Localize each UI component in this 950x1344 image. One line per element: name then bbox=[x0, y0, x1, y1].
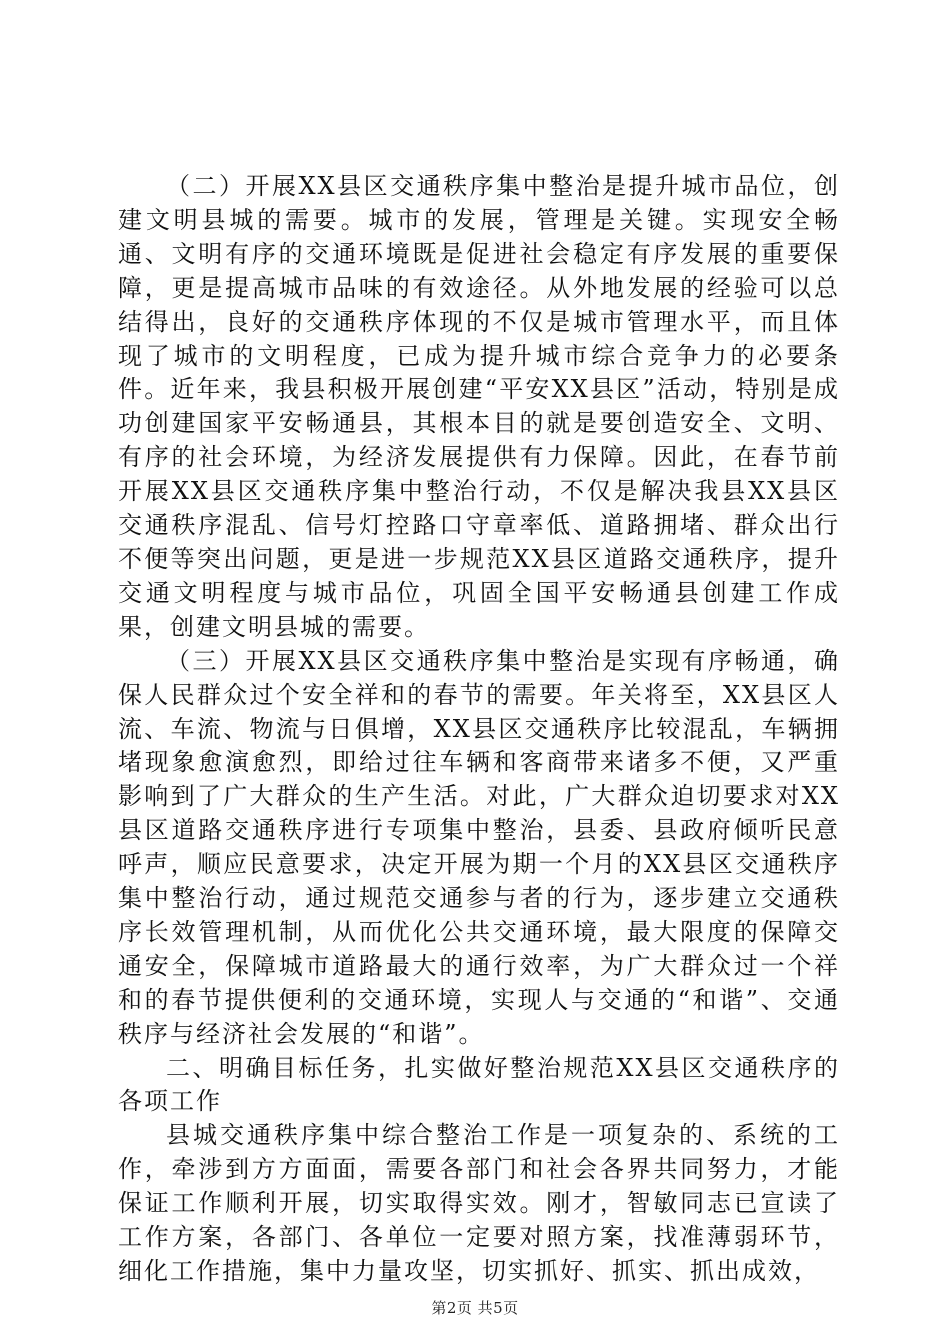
paragraph-section-2: （二）开展XX县区交通秩序集中整治是提升城市品位，创建文明县城的需要。城市的发展，管理是关键。实现安全畅通、文明有序的交通环境既是促进社会稳定有序发展的重要保障，更是提高城市品味的有效途径。从外地发展的经验可以总结得出，良好的交通秩序体现的不仅是城市管理水平，而且体现了城市的文明程度，已成为提升城市综合竞争力的必要条件。近年来，我县积极开展创建“平安XX县区”活动，特别是成功创建国家平安畅通县，其根本目的就是要创造安全、文明、有序的社会环境，为经济发展提供有力保障。因此，在春节前开展XX县区交通秩序集中整治行动，不仅是解决我县XX县区交通秩序混乱、信号灯控路口守章率低、道路拥堵、群众出行不便等突出问题，更是进一步规范XX县区道路交通秩序，提升交通文明程度与城市品位，巩固全国平安畅通县创建工作成果，创建文明县城的需要。 bbox=[118, 172, 840, 641]
paragraph-work-intro: 县城交通秩序集中综合整治工作是一项复杂的、系统的工作，牵涉到方方面面，需要各部门和社会各界共同努力，才能保证工作顺利开展，切实取得实效。刚才，智敏同志已宣读了工作方案，各部门、各单位一定要对照方案，找准薄弱环节，细化工作措施，集中力量攻坚，切实抓好、抓实、抓出成效， bbox=[118, 1121, 840, 1285]
page-footer: 第2页 共5页 bbox=[431, 1299, 519, 1317]
document-body bbox=[118, 170, 840, 1289]
heading-part-2: 二、明确目标任务，扎实做好整治规范XX县区交通秩序的各项工作 bbox=[118, 1053, 840, 1116]
paragraph-section-3: （三）开展XX县区交通秩序集中整治是实现有序畅通，确保人民群众过个安全祥和的春节的需要。年关将至，XX县区人流、车流、物流与日俱增，XX县区交通秩序比较混乱，车辆拥堵现象愈演愈烈，即给过往车辆和客商带来诸多不便，又严重影响到了广大群众的生产生活。对此，广大群众迫切要求对XX县区道路交通秩序进行专项集中整治，县委、县政府倾听民意呼声，顺应民意要求，决定开展为期一个月的XX县区交通秩序集中整治行动，通过规范交通参与者的行为，逐步建立交通秩序长效管理机制，从而优化公共交通环境，最大限度的保障交通安全，保障城市道路最大的通行效率，为广大群众过一个祥和的春节提供便利的交通环境，实现人与交通的“和谐”、交通秩序与经济社会发展的“和谐”。 bbox=[118, 646, 840, 1048]
